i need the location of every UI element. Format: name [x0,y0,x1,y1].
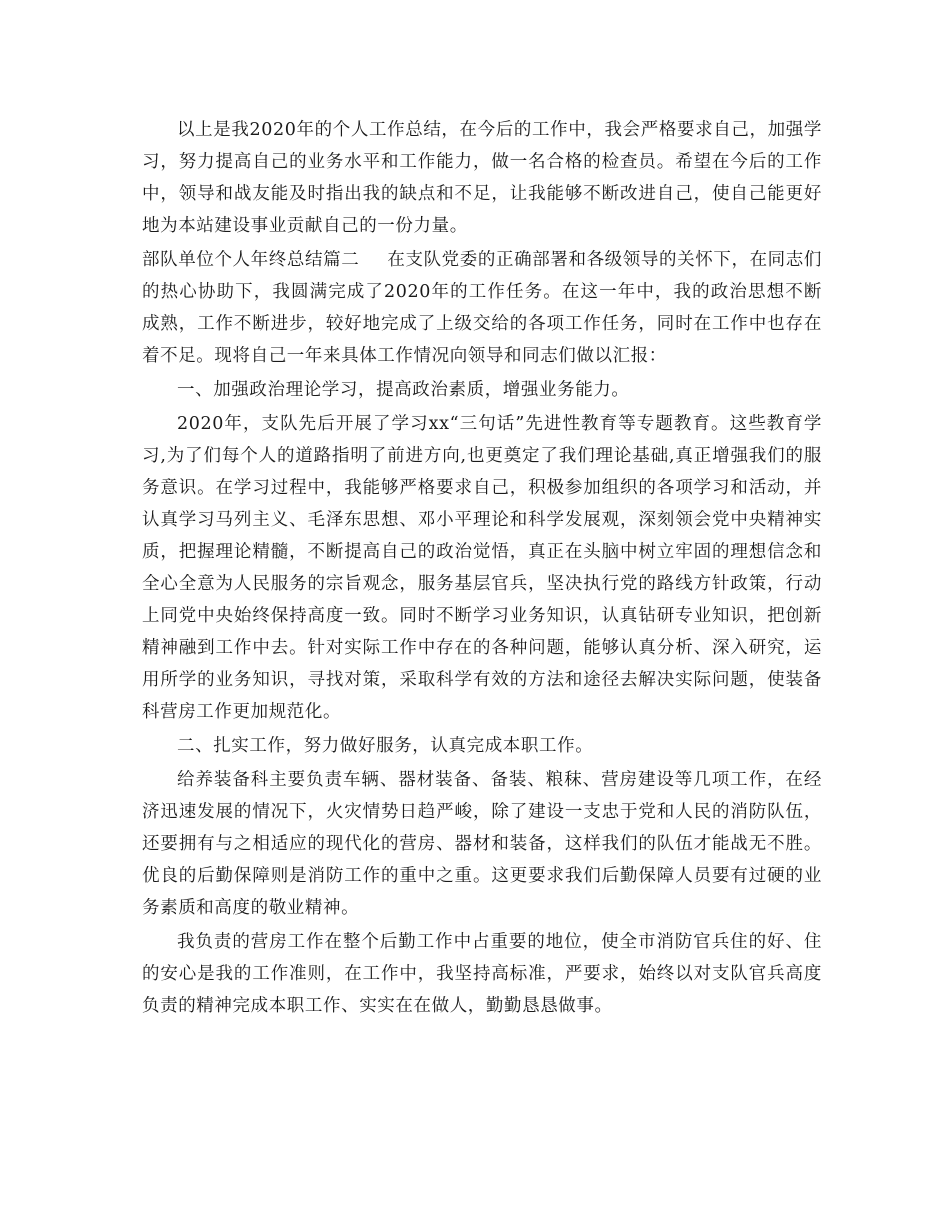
paragraph: 2020年，支队先后开展了学习xx“三句话”先进性教育等专题教育。这些教育学习,为了们每个人的道路指明了前进方向,也更奠定了我们理论基础,真正增强我们的服务意识。在学习过程中，我能够严格要求自己，积极参加组织的各项学习和活动，并认真学习马列主义、毛泽东思想、邓小平理论和科学发展观，深刻领会党中央精神实质，把握理论精髓，不断提高自己的政治觉悟，真正在头脑中树立牢固的理想信念和全心全意为人民服务的宗旨观念，服务基层官兵，坚决执行党的路线方针政策，行动上同党中央始终保持高度一致。同时不断学习业务知识，认真钻研专业知识，把创新精神融到工作中去。针对实际工作中存在的各种问题，能够认真分析、深入研究，运用所学的业务知识，寻找对策，采取科学有效的方法和途径去解决实际问题，使装备科营房工作更加规范化。 [142,414,822,722]
document-page [142,114,822,1024]
paragraph [142,244,822,372]
section-subheading: 二、扎实工作，努力做好服务，认真完成本职工作。 [177,736,594,756]
paragraph-text: 在支队党委的正确部署和各级领导的关怀下，在同志们的热心协助下，我圆满完成了2020年的工作任务。在这一年中，我的政治思想不断成熟，工作不断进步，较好地完成了上级交给的各项工作任务，同时在工作中也存在着不足。现将自己一年来具体工作情况向领导和同志们做以汇报： [142,250,822,366]
section-subheading: 一、加强政治理论学习，提高政治素质，增强业务能力。 [177,380,630,400]
paragraph: 我负责的营房工作在整个后勤工作中占重要的地位，使全市消防官兵住的好、住的安心是我的工作准则，在工作中，我坚持高标准，严要求，始终以对支队官兵高度负责的精神完成本职工作、实实在在做人，勤勤恳恳做事。 [142,932,822,1016]
paragraph: 给养装备科主要负责车辆、器材装备、备装、粮秣、营房建设等几项工作，在经济迅速发展的情况下，火灾情势日趋严峻，除了建设一支忠于党和人民的消防队伍，还要拥有与之相适应的现代化的营房、器材和装备，这样我们的队伍才能战无不胜。优良的后勤保障则是消防工作的重中之重。这更要求我们后勤保障人员要有过硬的业务素质和高度的敬业精神。 [142,770,822,918]
paragraph: 以上是我2020年的个人工作总结，在今后的工作中，我会严格要求自己，加强学习，努力提高自己的业务水平和工作能力，做一名合格的检查员。希望在今后的工作中，领导和战友能及时指出我的缺点和不足，让我能够不断改进自己，使自己能更好地为本站建设事业贡献自己的一份力量。 [142,120,822,236]
section-heading: 部队单位个人年终总结篇二 [142,250,360,270]
